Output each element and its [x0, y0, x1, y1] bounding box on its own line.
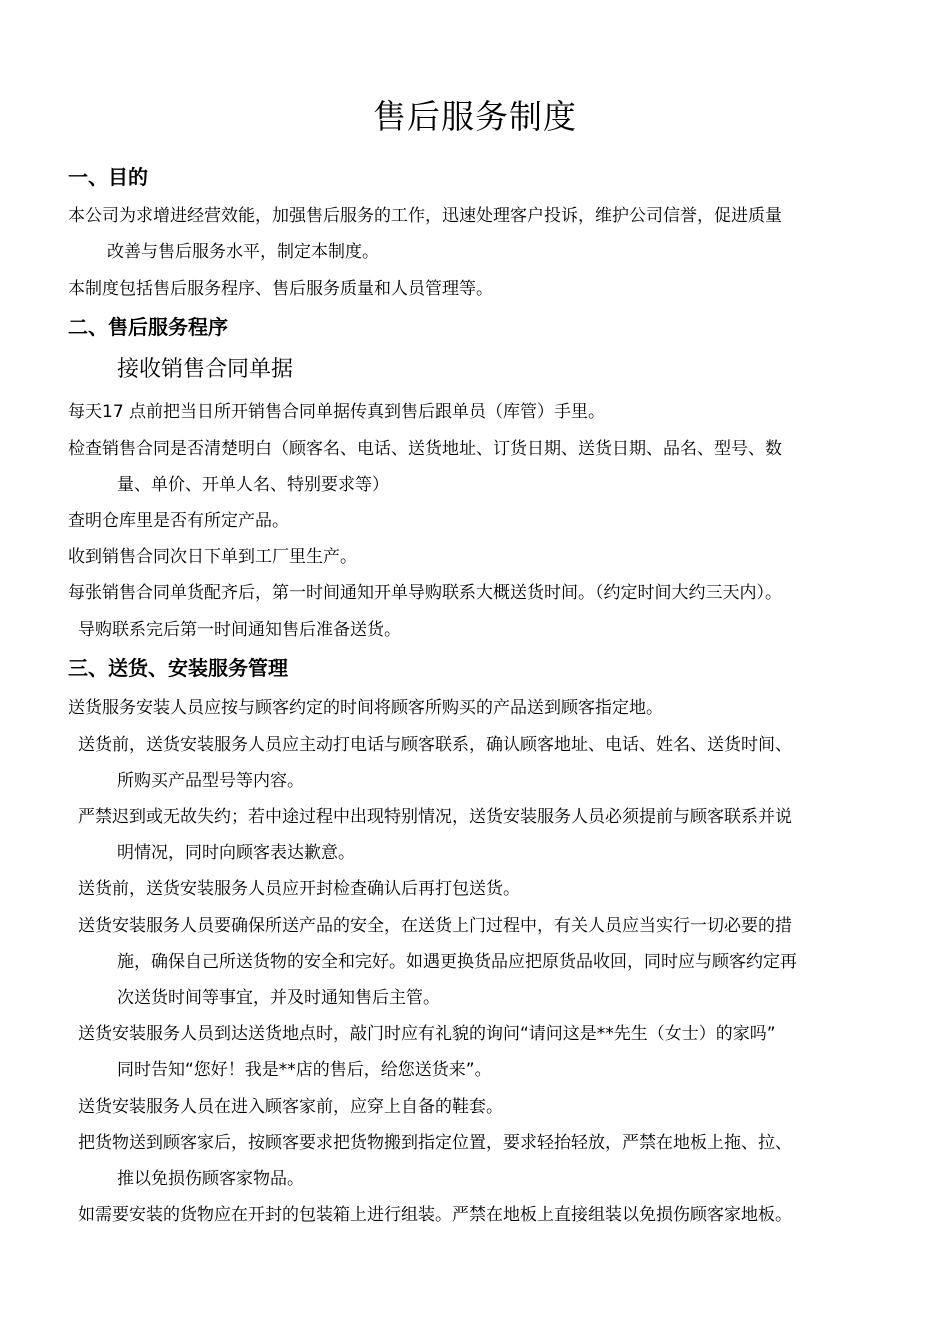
paragraph-line: 严禁迟到或无故失约；若中途过程中出现特别情况，送货安装服务人员必须提前与顾客联系并说 [78, 807, 792, 827]
paragraph-line: 推以免损伤顾客家物品。 [117, 1169, 304, 1189]
paragraph-line: 每天17 点前把当日所开销售合同单据传真到售后跟单员（库管）手里。 [68, 402, 606, 422]
paragraph-line: 把货物送到顾客家后，按顾客要求把货物搬到指定位置，要求轻抬轻放，严禁在地板上拖、拉、 [78, 1133, 792, 1153]
paragraph-line: 量、单价、开单人名、特别要求等） [117, 475, 389, 495]
subsection-heading: 接收销售合同单据 [117, 357, 294, 382]
paragraph-line: 同时告知“您好！我是**店的售后，给您送货来”。 [117, 1060, 492, 1080]
paragraph-line: 施，确保自己所送货物的安全和完好。如遇更换货品应把原货品收回，同时应与顾客约定再 [117, 952, 797, 972]
paragraph-line: 送货安装服务人员在进入顾客家前，应穿上自备的鞋套。 [78, 1097, 503, 1117]
paragraph-line: 次送货时间等事宜，并及时通知售后主管。 [117, 988, 440, 1008]
paragraph-line: 送货前，送货安装服务人员应主动打电话与顾客联系，确认顾客地址、电话、姓名、送货时间、 [78, 735, 792, 755]
paragraph-line: 如需要安装的货物应在开封的包装箱上进行组装。严禁在地板上直接组装以免损伤顾客家地板。 [78, 1205, 792, 1225]
paragraph-line: 收到销售合同次日下单到工厂里生产。 [68, 547, 357, 567]
paragraph-line: 送货安装服务人员要确保所送产品的安全，在送货上门过程中，有关人员应当实行一切必要的措 [78, 916, 792, 936]
paragraph-line: 送货服务安装人员应按与顾客约定的时间将顾客所购买的产品送到顾客指定地。 [68, 698, 663, 718]
paragraph-line: 送货安装服务人员到达送货地点时，敲门时应有礼貌的询问“请问这是**先生（女士）的家吗” [78, 1024, 776, 1044]
paragraph-line: 本公司为求增进经营效能，加强售后服务的工作，迅速处理客户投诉，维护公司信誉，促进质量 [68, 206, 782, 226]
paragraph-line: 查明仓库里是否有所定产品。 [68, 511, 289, 531]
paragraph-line: 明情况，同时向顾客表达歉意。 [117, 843, 355, 863]
paragraph-line: 每张销售合同单货配齐后，第一时间通知开单导购联系大概送货时间。（约定时间大约三天内）。 [68, 583, 782, 603]
paragraph-line: 送货前，送货安装服务人员应开封检查确认后再打包送货。 [78, 879, 520, 899]
paragraph-line: 本制度包括售后服务程序、售后服务质量和人员管理等。 [68, 279, 493, 299]
section-heading-delivery-installation: 三、送货、安装服务管理 [68, 656, 288, 680]
paragraph-line: 检查销售合同是否清楚明白（顾客名、电话、送货地址、订货日期、送货日期、品名、型号、数 [68, 439, 782, 459]
paragraph-line: 所购买产品型号等内容。 [117, 771, 304, 791]
section-heading-service-procedure: 二、售后服务程序 [68, 315, 228, 339]
paragraph-line: 改善与售后服务水平，制定本制度。 [107, 242, 379, 262]
page-title: 售后服务制度 [373, 97, 577, 136]
section-heading-purpose: 一、目的 [68, 165, 148, 189]
paragraph-line: 导购联系完后第一时间通知售后准备送货。 [78, 620, 401, 640]
